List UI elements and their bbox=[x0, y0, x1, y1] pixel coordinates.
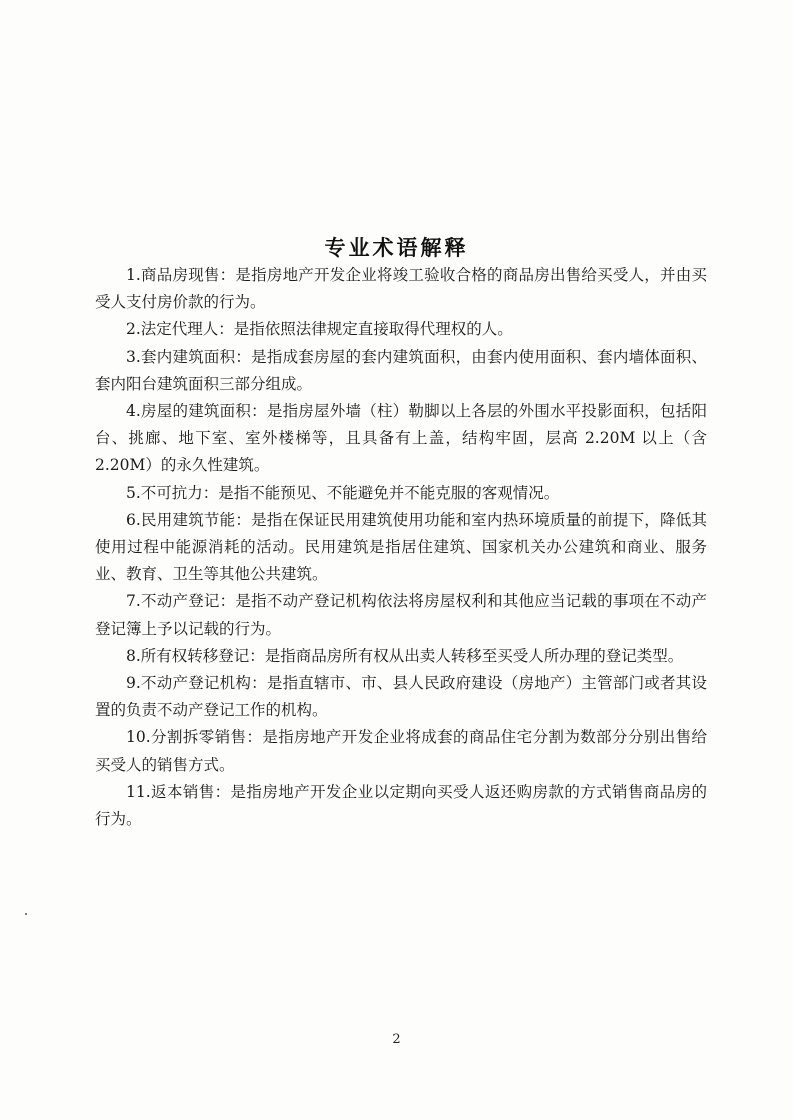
term-paragraph-7: 7.不动产登记：是指不动产登记机构依法将房屋权利和其他应当记载的事项在不动产登记簿上予以记载的行为。 bbox=[95, 592, 707, 638]
term-paragraph-4: 4.房屋的建筑面积：是指房屋外墙（柱）勒脚以上各层的外围水平投影面积，包括阳台、挑廊、地下室、室外楼梯等，且具备有上盖，结构牢固，层高 2.20M 以上（含 2.20M）的永久性建筑。 bbox=[95, 402, 707, 475]
term-paragraph-3: 3.套内建筑面积：是指成套房屋的套内建筑面积，由套内使用面积、套内墙体面积、套内阳台建筑面积三部分组成。 bbox=[95, 347, 707, 393]
term-paragraph-5: 5.不可抗力：是指不能预见、不能避免并不能克服的客观情况。 bbox=[126, 483, 560, 502]
page-number: 2 bbox=[392, 1032, 401, 1047]
term-paragraph-1: 1.商品房现售：是指房地产开发企业将竣工验收合格的商品房出售给买受人，并由买受人支付房价款的行为。 bbox=[95, 266, 707, 312]
page-title: 专业术语解释 bbox=[324, 235, 469, 260]
term-paragraph-6: 6.民用建筑节能：是指在保证民用建筑使用功能和室内热环境质量的前提下，降低其使用过程中能源消耗的活动。民用建筑是指居住建筑、国家机关办公建筑和商业、服务业、教育、卫生等其他公共建筑。 bbox=[95, 510, 707, 584]
scan-speck bbox=[25, 913, 27, 915]
term-paragraph-10: 10.分割拆零销售：是指房地产开发企业将成套的商品住宅分割为数部分分别出售给买受人的销售方式。 bbox=[95, 728, 707, 774]
term-paragraph-9: 9.不动产登记机构：是指直辖市、市、县人民政府建设（房地产）主管部门或者其设置的负责不动产登记工作的机构。 bbox=[95, 674, 707, 720]
term-paragraph-8: 8.所有权转移登记：是指商品房所有权从出卖人转移至买受人所办理的登记类型。 bbox=[126, 646, 684, 665]
term-paragraph-11: 11.返本销售：是指房地产开发企业以定期向买受人返还购房款的方式销售商品房的行为。 bbox=[95, 782, 707, 829]
terms-list bbox=[95, 262, 707, 833]
term-paragraph-2: 2.法定代理人：是指依照法律规定直接取得代理权的人。 bbox=[126, 320, 513, 339]
